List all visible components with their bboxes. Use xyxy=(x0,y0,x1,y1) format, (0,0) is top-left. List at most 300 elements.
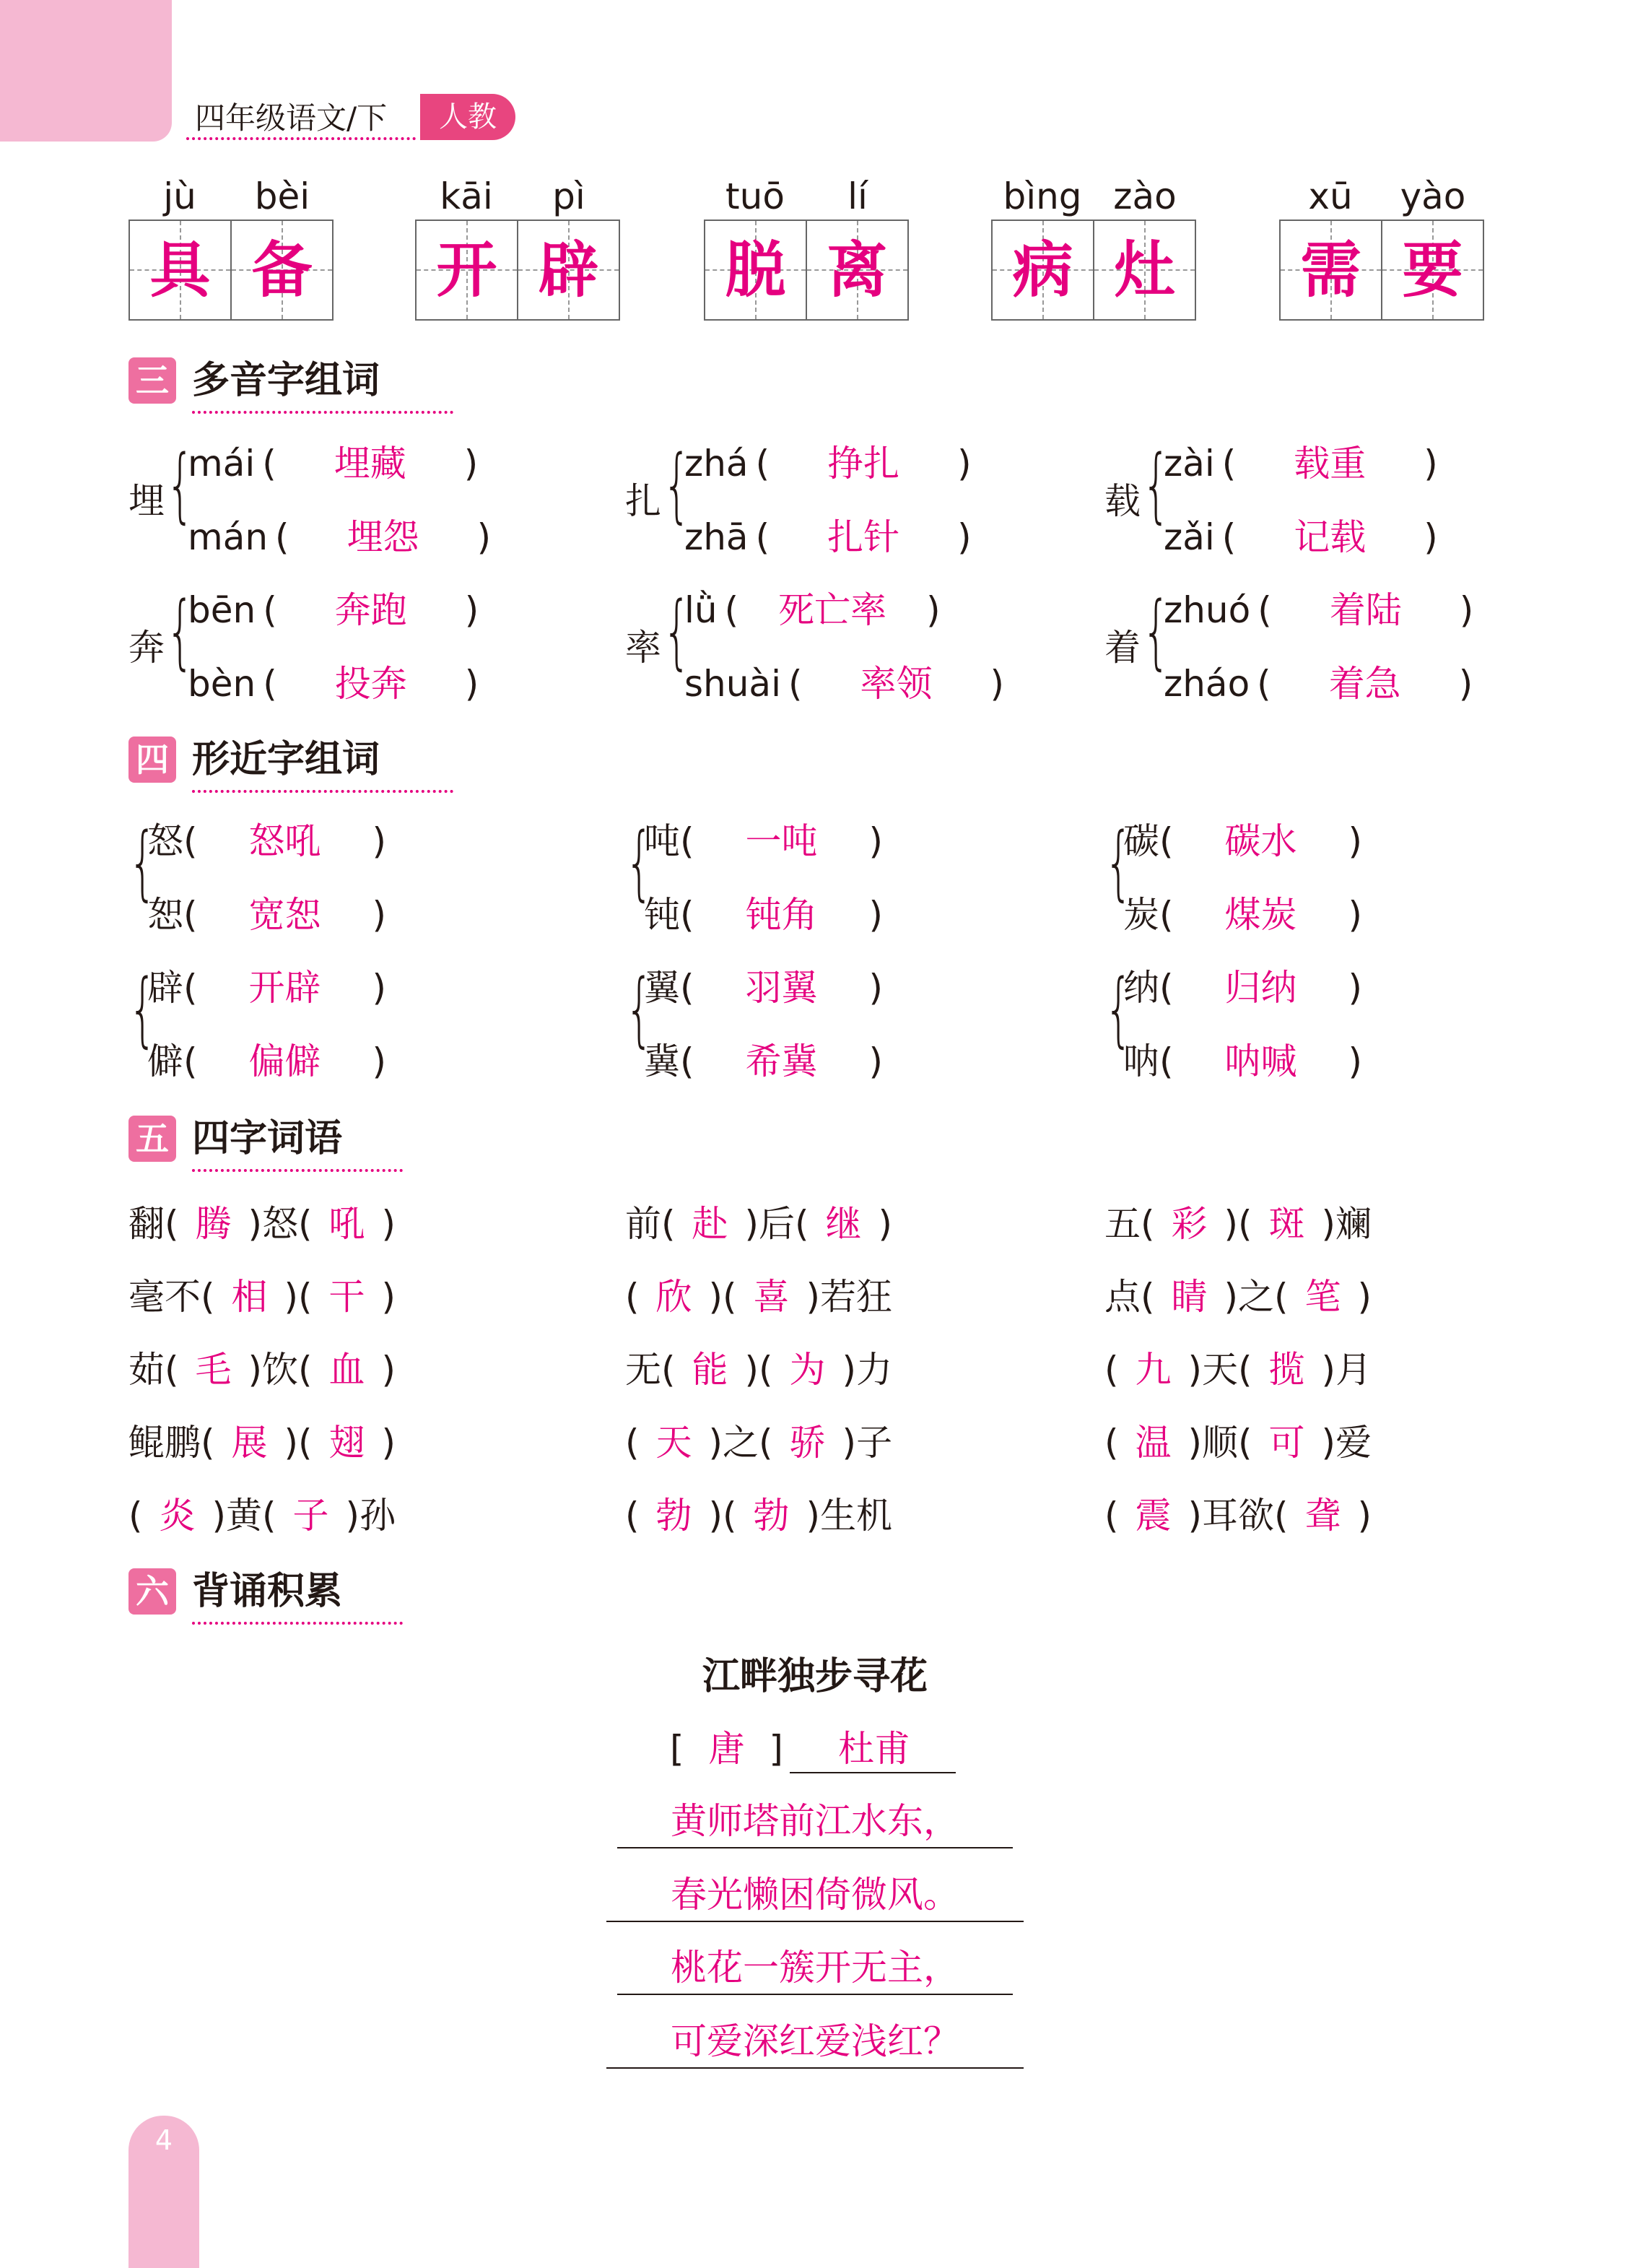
pinyin: bēn xyxy=(188,589,256,631)
paren-open: ( xyxy=(724,589,739,631)
page-number: 4 xyxy=(154,2124,173,2156)
tianzige-cell xyxy=(705,221,806,319)
section-number: 三 xyxy=(128,357,176,404)
character: 碳 xyxy=(1123,820,1159,862)
paren-close: ) xyxy=(381,1276,396,1318)
idiom-text: 斓 xyxy=(1335,1203,1372,1245)
pinyin: lí xyxy=(847,175,868,217)
paren-close: ) xyxy=(806,1495,821,1537)
paren-open: ( xyxy=(183,820,198,862)
paren-open: ( xyxy=(1238,1203,1252,1245)
section-dotted-rule xyxy=(192,790,453,793)
paren-open: ( xyxy=(1221,516,1237,558)
pinyin: jù xyxy=(163,175,196,217)
paren-open: ( xyxy=(723,1276,737,1318)
paren-open: ( xyxy=(183,1040,198,1082)
polyphone-item xyxy=(188,588,479,632)
poem-line: 春光懒困倚微风。 xyxy=(671,1874,959,1916)
paren-open: ( xyxy=(723,1495,737,1537)
paren-open: ( xyxy=(755,516,770,558)
paren-open: ( xyxy=(1238,1422,1252,1464)
tianzige-boxes xyxy=(415,220,620,321)
header-dotted-rule xyxy=(186,137,416,140)
character: 钝 xyxy=(644,894,680,936)
answer-character: 为 xyxy=(789,1349,826,1391)
answer-character: 炎 xyxy=(159,1495,196,1537)
idiom-text: 鲲鹏 xyxy=(128,1422,201,1464)
tianzige-boxes xyxy=(704,220,909,321)
idiom-text: 孙 xyxy=(359,1495,396,1537)
answer-character: 相 xyxy=(231,1276,268,1318)
idiom-text: 爱 xyxy=(1335,1422,1372,1464)
answer-character: 脱 xyxy=(725,234,786,305)
answer-word: 希冀 xyxy=(745,1040,818,1082)
polyphone-item xyxy=(684,516,972,559)
paren-close: ) xyxy=(1348,820,1363,862)
character: 怒 xyxy=(147,820,183,862)
answer-word: 一吨 xyxy=(745,820,818,862)
section-number: 六 xyxy=(128,1568,176,1615)
answer-character: 斑 xyxy=(1268,1203,1305,1245)
paren-open: ( xyxy=(1104,1422,1119,1464)
pinyin: lǜ xyxy=(684,589,718,631)
polyphone-item xyxy=(1164,662,1473,705)
paren-open: ( xyxy=(1141,1203,1155,1245)
answer-character: 揽 xyxy=(1268,1349,1305,1391)
answer-character: 骄 xyxy=(789,1422,826,1464)
paren-close: ) xyxy=(1357,1276,1372,1318)
paren-close: ) xyxy=(1357,1495,1372,1537)
idiom-text: 天 xyxy=(1202,1349,1239,1391)
paren-close: ) xyxy=(1321,1422,1336,1464)
paren-open: ( xyxy=(165,1203,179,1245)
character: 炭 xyxy=(1123,894,1159,936)
pinyin: xū xyxy=(1308,175,1353,217)
author-underline xyxy=(790,1772,956,1773)
pinyin: zhā xyxy=(684,516,749,558)
paren-close: ) xyxy=(381,1349,396,1391)
answer-character: 勃 xyxy=(655,1495,692,1537)
paren-close: ) xyxy=(1321,1203,1336,1245)
idiom-row xyxy=(1104,1275,1372,1318)
section-title: 背诵积累 xyxy=(192,1570,343,1613)
paren-open: ( xyxy=(1274,1276,1289,1318)
paren-open: ( xyxy=(625,1422,640,1464)
paren-close: ) xyxy=(372,1040,387,1082)
paren-open: ( xyxy=(680,820,694,862)
curly-brace: { xyxy=(625,816,654,910)
paren-close: ) xyxy=(926,589,941,631)
paren-close: ) xyxy=(744,1349,759,1391)
idiom-text: 茹 xyxy=(128,1349,165,1391)
paren-close: ) xyxy=(372,967,387,1009)
answer-character: 温 xyxy=(1135,1422,1172,1464)
pinyin: pì xyxy=(552,175,585,217)
idiom-text: 毫不 xyxy=(128,1276,201,1318)
tianzige-cell xyxy=(517,221,619,319)
idiom-row xyxy=(1104,1348,1372,1391)
pinyin-row xyxy=(991,173,1196,220)
idiom-text: 子 xyxy=(856,1422,893,1464)
paren-close: ) xyxy=(372,894,387,936)
answer-word: 怒吼 xyxy=(248,820,321,862)
similar-char-item xyxy=(147,820,386,863)
answer-word: 羽翼 xyxy=(745,967,818,1009)
paren-close: ) xyxy=(464,663,479,705)
answer-word: 煤炭 xyxy=(1224,894,1297,936)
paren-close: ) xyxy=(957,443,972,485)
polyphone-item xyxy=(188,662,479,705)
answer-word: 奔跑 xyxy=(334,589,407,631)
poem-dynasty-line xyxy=(670,1726,783,1772)
paren-close: ) xyxy=(1187,1495,1203,1537)
similar-char-item xyxy=(644,893,883,937)
answer-character: 展 xyxy=(231,1422,268,1464)
pinyin: bìng xyxy=(1003,175,1082,217)
paren-close: ) xyxy=(990,663,1004,705)
idiom-row xyxy=(1104,1202,1372,1246)
idiom-row xyxy=(625,1275,892,1318)
paren-close: ) xyxy=(744,1203,759,1245)
polyphone-character: 着 xyxy=(1104,627,1141,669)
paren-close: ) xyxy=(248,1203,263,1245)
character: 呐 xyxy=(1123,1040,1159,1082)
idiom-text: 力 xyxy=(856,1349,893,1391)
paren-open: ( xyxy=(263,589,277,631)
paren-open: ( xyxy=(755,443,770,485)
section-dotted-rule xyxy=(192,1169,403,1172)
idiom-text: 之 xyxy=(1238,1276,1275,1318)
idiom-text: 生机 xyxy=(820,1495,893,1537)
paren-close: ) xyxy=(868,967,884,1009)
publisher-badge: 人教 xyxy=(420,94,515,140)
curly-brace: { xyxy=(625,963,654,1056)
paren-close: ) xyxy=(1348,894,1363,936)
paren-close: ) xyxy=(868,820,884,862)
character: 吨 xyxy=(644,820,680,862)
paren-open: ( xyxy=(298,1349,313,1391)
polyphone-character: 奔 xyxy=(128,627,165,669)
character: 纳 xyxy=(1123,967,1159,1009)
paren-open: ( xyxy=(201,1276,215,1318)
section-number: 五 xyxy=(128,1116,176,1162)
word-group xyxy=(415,173,620,321)
curly-brace: { xyxy=(128,963,157,1056)
header-title: 四年级语文/下 xyxy=(195,100,388,136)
idiom-text: 点 xyxy=(1104,1276,1141,1318)
polyphone-item xyxy=(188,516,491,559)
answer-character: 离 xyxy=(827,234,888,305)
similar-char-item xyxy=(644,1040,883,1083)
dynasty-bracket-open: [ xyxy=(670,1728,684,1770)
answer-word: 开辟 xyxy=(248,967,321,1009)
pinyin: bèi xyxy=(254,175,310,217)
tianzige-boxes xyxy=(128,220,334,321)
answer-word: 钝角 xyxy=(745,894,818,936)
pinyin: mái xyxy=(188,443,256,485)
paren-close: ) xyxy=(842,1349,857,1391)
paren-close: ) xyxy=(1187,1422,1203,1464)
answer-word: 偏僻 xyxy=(248,1040,321,1082)
polyphone-item xyxy=(684,588,941,632)
idiom-row xyxy=(128,1275,396,1318)
answer-character: 血 xyxy=(328,1349,365,1391)
character: 僻 xyxy=(147,1040,183,1082)
paren-close: ) xyxy=(1348,1040,1363,1082)
answer-character: 震 xyxy=(1135,1495,1172,1537)
paren-close: ) xyxy=(248,1349,263,1391)
idiom-text: 耳欲 xyxy=(1202,1495,1275,1537)
pinyin-row xyxy=(704,173,909,220)
idiom-text: 无 xyxy=(625,1349,661,1391)
polyphone-character: 率 xyxy=(625,627,661,669)
curly-brace: { xyxy=(128,816,157,910)
idiom-row xyxy=(128,1202,396,1246)
paren-open: ( xyxy=(661,1203,676,1245)
character: 恕 xyxy=(147,894,183,936)
pinyin: zhá xyxy=(684,443,749,485)
curly-brace: { xyxy=(1142,585,1171,679)
answer-character: 干 xyxy=(328,1276,365,1318)
poem-line: 黄师塔前江水东， xyxy=(671,1800,959,1842)
word-group xyxy=(991,173,1196,321)
idiom-text: 之 xyxy=(723,1422,759,1464)
paren-close: ) xyxy=(284,1276,299,1318)
character: 辟 xyxy=(147,967,183,1009)
tianzige-cell xyxy=(230,221,332,319)
answer-character: 需 xyxy=(1300,234,1361,305)
paren-close: ) xyxy=(1187,1349,1203,1391)
poem-underline xyxy=(606,2067,1024,2069)
paren-open: ( xyxy=(1257,663,1271,705)
poem-line: 桃花一簇开无主， xyxy=(671,1947,959,1989)
paren-open: ( xyxy=(759,1422,773,1464)
idiom-text: 五 xyxy=(1104,1203,1141,1245)
paren-close: ) xyxy=(1458,663,1473,705)
poem-underline xyxy=(606,1921,1024,1922)
answer-character: 要 xyxy=(1402,234,1463,305)
tianzige-cell xyxy=(806,221,907,319)
paren-close: ) xyxy=(212,1495,227,1537)
idiom-text: 前 xyxy=(625,1203,661,1245)
answer-character: 病 xyxy=(1012,234,1073,305)
idiom-text: 后 xyxy=(759,1203,796,1245)
paren-open: ( xyxy=(625,1495,640,1537)
polyphone-item xyxy=(188,442,478,485)
paren-close: ) xyxy=(381,1203,396,1245)
answer-word: 记载 xyxy=(1294,516,1367,558)
polyphone-item xyxy=(1164,442,1438,485)
similar-char-item xyxy=(1123,1040,1362,1083)
paren-open: ( xyxy=(128,1495,143,1537)
polyphone-character: 扎 xyxy=(625,480,661,522)
paren-close: ) xyxy=(842,1422,857,1464)
idiom-row xyxy=(128,1348,396,1391)
paren-open: ( xyxy=(788,663,803,705)
answer-word: 投奔 xyxy=(334,663,407,705)
paren-open: ( xyxy=(661,1349,676,1391)
idiom-text: 月 xyxy=(1335,1349,1372,1391)
polyphone-item xyxy=(684,662,1004,705)
paren-open: ( xyxy=(1238,1349,1252,1391)
tianzige-cell xyxy=(130,221,230,319)
pinyin-row xyxy=(128,173,334,220)
poem-title: 江畔独步寻花 xyxy=(702,1655,928,1698)
paren-open: ( xyxy=(680,1040,694,1082)
pinyin-row xyxy=(415,173,620,220)
pinyin: mán xyxy=(188,516,269,558)
paren-open: ( xyxy=(1104,1349,1119,1391)
paren-open: ( xyxy=(298,1203,313,1245)
idiom-row xyxy=(128,1494,396,1537)
idiom-row xyxy=(625,1494,892,1537)
paren-open: ( xyxy=(1159,967,1174,1009)
poem-underline xyxy=(617,1847,1013,1848)
section-number: 四 xyxy=(128,737,176,783)
curly-brace: { xyxy=(166,585,195,679)
paren-open: ( xyxy=(262,443,276,485)
character: 翼 xyxy=(644,967,680,1009)
answer-word: 归纳 xyxy=(1224,967,1297,1009)
paren-close: ) xyxy=(1321,1349,1336,1391)
paren-open: ( xyxy=(1274,1495,1289,1537)
answer-character: 备 xyxy=(251,234,313,305)
paren-close: ) xyxy=(284,1422,299,1464)
idiom-text: 饮 xyxy=(262,1349,299,1391)
paren-close: ) xyxy=(1459,589,1474,631)
paren-open: ( xyxy=(275,516,289,558)
paren-close: ) xyxy=(868,894,884,936)
pinyin: zǎi xyxy=(1164,516,1215,558)
paren-close: ) xyxy=(381,1422,396,1464)
paren-close: ) xyxy=(957,516,972,558)
idiom-text: 翻 xyxy=(128,1203,165,1245)
pinyin: shuài xyxy=(684,663,781,705)
answer-character: 赴 xyxy=(692,1203,728,1245)
pinyin: zháo xyxy=(1164,663,1250,705)
similar-char-item xyxy=(147,1040,386,1083)
curly-brace: { xyxy=(166,438,195,532)
pinyin: kāi xyxy=(440,175,493,217)
answer-character: 腾 xyxy=(195,1203,232,1245)
similar-char-item xyxy=(644,820,883,863)
poem-dynasty: 唐 xyxy=(708,1728,745,1770)
similar-char-item xyxy=(1123,893,1362,937)
idiom-text: 怒 xyxy=(262,1203,299,1245)
idiom-row xyxy=(625,1421,892,1464)
paren-open: ( xyxy=(165,1349,179,1391)
answer-character: 具 xyxy=(149,234,211,305)
idiom-text: 若狂 xyxy=(820,1276,893,1318)
answer-character: 睛 xyxy=(1171,1276,1208,1318)
tianzige-boxes xyxy=(1279,220,1484,321)
pinyin: zhuó xyxy=(1164,589,1251,631)
poem-underline xyxy=(617,1994,1013,1995)
answer-word: 扎针 xyxy=(827,516,900,558)
curly-brace: { xyxy=(1104,963,1133,1056)
answer-character: 天 xyxy=(655,1422,692,1464)
character: 冀 xyxy=(644,1040,680,1082)
answer-character: 喜 xyxy=(753,1276,790,1318)
paren-close: ) xyxy=(708,1495,723,1537)
answer-character: 灶 xyxy=(1114,234,1175,305)
answer-character: 九 xyxy=(1135,1349,1172,1391)
paren-close: ) xyxy=(372,820,387,862)
section-dotted-rule xyxy=(192,1622,403,1625)
section-dotted-rule xyxy=(192,411,453,414)
answer-character: 笔 xyxy=(1304,1276,1341,1318)
answer-word: 着陆 xyxy=(1329,589,1402,631)
idiom-text: 黄 xyxy=(226,1495,263,1537)
similar-char-item xyxy=(147,966,386,1009)
answer-character: 欣 xyxy=(655,1276,692,1318)
paren-close: ) xyxy=(476,516,492,558)
paren-close: ) xyxy=(1224,1276,1239,1318)
word-group xyxy=(1279,173,1484,321)
tianzige-cell xyxy=(417,221,517,319)
answer-word: 死亡率 xyxy=(778,589,887,631)
poem-line: 可爱深红爱浅红？ xyxy=(671,2020,959,2062)
paren-open: ( xyxy=(298,1422,313,1464)
answer-word: 挣扎 xyxy=(827,443,900,485)
pinyin: tuō xyxy=(725,175,785,217)
paren-close: ) xyxy=(708,1422,723,1464)
answer-word: 碳水 xyxy=(1224,820,1297,862)
pinyin: zào xyxy=(1113,175,1177,217)
curly-brace: { xyxy=(1104,816,1133,910)
paren-close: ) xyxy=(1424,516,1438,558)
paren-open: ( xyxy=(1159,820,1174,862)
tianzige-cell xyxy=(1281,221,1381,319)
answer-character: 彩 xyxy=(1171,1203,1208,1245)
paren-open: ( xyxy=(1104,1495,1119,1537)
paren-open: ( xyxy=(183,967,198,1009)
answer-character: 翅 xyxy=(328,1422,365,1464)
paren-open: ( xyxy=(183,894,198,936)
paren-open: ( xyxy=(1159,894,1174,936)
idiom-row xyxy=(128,1421,396,1464)
answer-character: 毛 xyxy=(195,1349,232,1391)
paren-open: ( xyxy=(795,1203,809,1245)
paren-open: ( xyxy=(1141,1276,1155,1318)
polyphone-item xyxy=(1164,516,1438,559)
answer-word: 着急 xyxy=(1328,663,1401,705)
similar-char-item xyxy=(1123,966,1362,1009)
section-title: 多音字组词 xyxy=(192,359,380,402)
tianzige-cell xyxy=(993,221,1093,319)
section-title: 四字词语 xyxy=(192,1117,343,1160)
idiom-row xyxy=(1104,1494,1372,1537)
answer-word: 埋怨 xyxy=(347,516,419,558)
paren-open: ( xyxy=(201,1422,215,1464)
paren-open: ( xyxy=(759,1349,773,1391)
tianzige-cell xyxy=(1381,221,1483,319)
answer-character: 聋 xyxy=(1304,1495,1341,1537)
answer-character: 能 xyxy=(692,1349,728,1391)
answer-word: 率领 xyxy=(860,663,933,705)
idiom-text: 顺 xyxy=(1202,1422,1239,1464)
similar-char-item xyxy=(147,893,386,937)
paren-open: ( xyxy=(298,1276,313,1318)
answer-character: 开 xyxy=(436,234,497,305)
curly-brace: { xyxy=(663,438,692,532)
header-corner-tab xyxy=(0,0,172,142)
answer-word: 埋藏 xyxy=(334,443,406,485)
paren-close: ) xyxy=(878,1203,893,1245)
word-group xyxy=(128,173,334,321)
polyphone-item xyxy=(684,442,972,485)
paren-close: ) xyxy=(868,1040,884,1082)
